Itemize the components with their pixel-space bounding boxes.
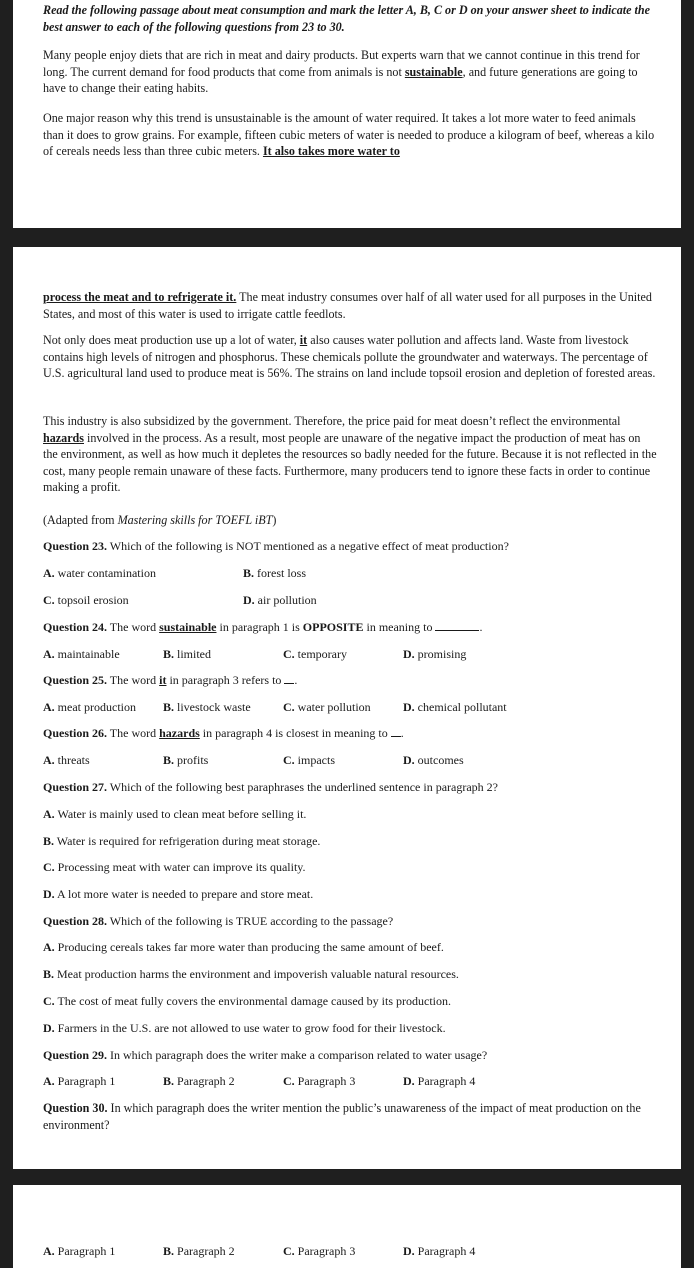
q25-option-b[interactable]: B. livestock waste	[163, 700, 251, 714]
q24-keyword: sustainable	[159, 620, 217, 634]
q28-option-b[interactable]: B. Meat production harms the environment and impoverish valuable natural resources.	[43, 967, 459, 981]
q26-option-b[interactable]: B. profits	[163, 753, 209, 767]
q25-blank	[284, 672, 294, 684]
page-2	[13, 247, 681, 1169]
q30-option-d[interactable]: D. Paragraph 4	[403, 1244, 476, 1258]
q26-option-d[interactable]: D. outcomes	[403, 753, 464, 767]
question-25: Question 25. The word it in paragraph 3 refers to .	[43, 673, 298, 687]
q27-option-a[interactable]: A. Water is mainly used to clean meat before selling it.	[43, 807, 307, 821]
source-citation: (Adapted from Mastering skills for TOEFL iBT)	[43, 513, 277, 527]
question-27: Question 27. Which of the following best paraphrases the underlined sentence in paragraph 2?	[43, 780, 498, 794]
q30-option-a[interactable]: A. Paragraph 1	[43, 1244, 116, 1258]
paragraph-4: This industry is also subsidized by the government. Therefore, the price paid for meat doesn’t reflect the environmental hazards involved in the process. As a result, most people are unaware of the negative impact the production of meat has on the environment, as well as how much it depletes the resources so badly needed for the future. Because it is not reflected in the cost, many people remain unaware of these facts. Furthermore, many producers tend to ignore these facts in order to continue making a profit.	[43, 414, 657, 494]
q30-option-c[interactable]: C. Paragraph 3	[283, 1244, 356, 1258]
q23-options-row-2	[43, 592, 657, 609]
paragraph-1: Many people enjoy diets that are rich in meat and dairy products. But experts warn that we cannot continue in this trend for long. The current demand for food products that come from animals is not sustainable, and future generations are going to have to change their eating habits.	[43, 48, 640, 95]
q30-option-b[interactable]: B. Paragraph 2	[163, 1244, 235, 1258]
q25-keyword: it	[159, 673, 167, 687]
q24-options	[43, 646, 657, 663]
question-24: Question 24. The word sustainable in paragraph 1 is OPPOSITE in meaning to .	[43, 620, 483, 634]
q29-option-a[interactable]: A. Paragraph 1	[43, 1074, 116, 1088]
q29-options	[43, 1073, 657, 1090]
underlined-sentence-part-1: It also takes more water to	[262, 144, 400, 158]
q23-option-a[interactable]: A. water contamination	[43, 566, 156, 580]
q25-option-c[interactable]: C. water pollution	[283, 700, 371, 714]
keyword-sustainable: sustainable	[404, 64, 463, 79]
question-23: Question 23. Which of the following is NOT mentioned as a negative effect of meat production?	[43, 539, 509, 553]
underlined-sentence-part-2: process the meat and to refrigerate it.	[43, 290, 237, 304]
instructions: Read the following passage about meat consumption and mark the letter A, B, C or D on your answer sheet to indicate the best answer to each of the following questions from 23 to 30.	[43, 3, 650, 34]
q23-option-c[interactable]: C. topsoil erosion	[43, 593, 129, 607]
keyword-hazards: hazards	[43, 430, 84, 445]
paragraph-2-end: process the meat and to refrigerate it. The meat industry consumes over half of all water used for all purposes in the United States, and most of this water is used to irrigate cattle feedlots.	[43, 290, 652, 321]
question-28: Question 28. Which of the following is TRUE according to the passage?	[43, 914, 394, 928]
q25-options	[43, 699, 657, 716]
page-1	[13, 0, 681, 228]
paragraph-3: Not only does meat production use up a lot of water, it also causes water pollution and affects land. Waste from livestock contains high levels of nitrogen and phosphorus. These chemicals pollute the groundwater and waterways. The percentage of U.S. agricultural land used to produce meat is 56%. The strains on land include topsoil erosion and depletion of forested areas.	[43, 333, 656, 380]
page-3	[13, 1185, 681, 1268]
q23-option-d[interactable]: D. air pollution	[243, 593, 317, 607]
q29-option-b[interactable]: B. Paragraph 2	[163, 1074, 235, 1088]
q29-option-c[interactable]: C. Paragraph 3	[283, 1074, 356, 1088]
q28-option-c[interactable]: C. The cost of meat fully covers the environmental damage caused by its production.	[43, 994, 451, 1008]
q27-option-b[interactable]: B. Water is required for refrigeration during meat storage.	[43, 834, 321, 848]
source-title: Mastering skills for TOEFL iBT	[117, 513, 273, 527]
q23-option-b[interactable]: B. forest loss	[243, 566, 307, 580]
q27-option-d[interactable]: D. A lot more water is needed to prepare and store meat.	[43, 887, 314, 901]
q26-option-c[interactable]: C. impacts	[283, 753, 335, 767]
paragraph-2-start: One major reason why this trend is unsustainable is the amount of water required. It takes a lot more water to feed animals than it does to grow grains. For example, fifteen cubic meters of water is needed to produce a kilogram of beef, whereas a kilo of cereals needs less than three cubic meters. It also takes more water to	[43, 111, 655, 158]
q24-blank	[435, 619, 479, 631]
q29-option-d[interactable]: D. Paragraph 4	[403, 1074, 476, 1088]
q24-option-d[interactable]: D. promising	[403, 647, 467, 661]
question-26: Question 26. The word hazards in paragraph 4 is closest in meaning to .	[43, 726, 404, 740]
q26-options	[43, 752, 657, 769]
q26-blank	[391, 725, 401, 737]
q24-option-a[interactable]: A. maintainable	[43, 647, 120, 661]
q30-options	[43, 1243, 657, 1260]
q26-option-a[interactable]: A. threats	[43, 753, 90, 767]
q25-option-d[interactable]: D. chemical pollutant	[403, 700, 507, 714]
q26-keyword: hazards	[159, 726, 200, 740]
q24-option-c[interactable]: C. temporary	[283, 647, 347, 661]
q23-options-row-1	[43, 565, 657, 582]
question-29: Question 29. In which paragraph does the writer make a comparison related to water usage?	[43, 1048, 488, 1062]
q25-option-a[interactable]: A. meat production	[43, 700, 136, 714]
q24-option-b[interactable]: B. limited	[163, 647, 212, 661]
keyword-it: it	[299, 333, 308, 347]
q28-option-d[interactable]: D. Farmers in the U.S. are not allowed to use water to grow food for their livestock.	[43, 1021, 446, 1035]
q28-option-a[interactable]: A. Producing cereals takes far more water than producing the same amount of beef.	[43, 940, 444, 954]
question-30: Question 30. In which paragraph does the writer mention the public’s unawareness of the impact of meat production on the environment?	[43, 1101, 641, 1132]
q27-option-c[interactable]: C. Processing meat with water can improve its quality.	[43, 860, 306, 874]
